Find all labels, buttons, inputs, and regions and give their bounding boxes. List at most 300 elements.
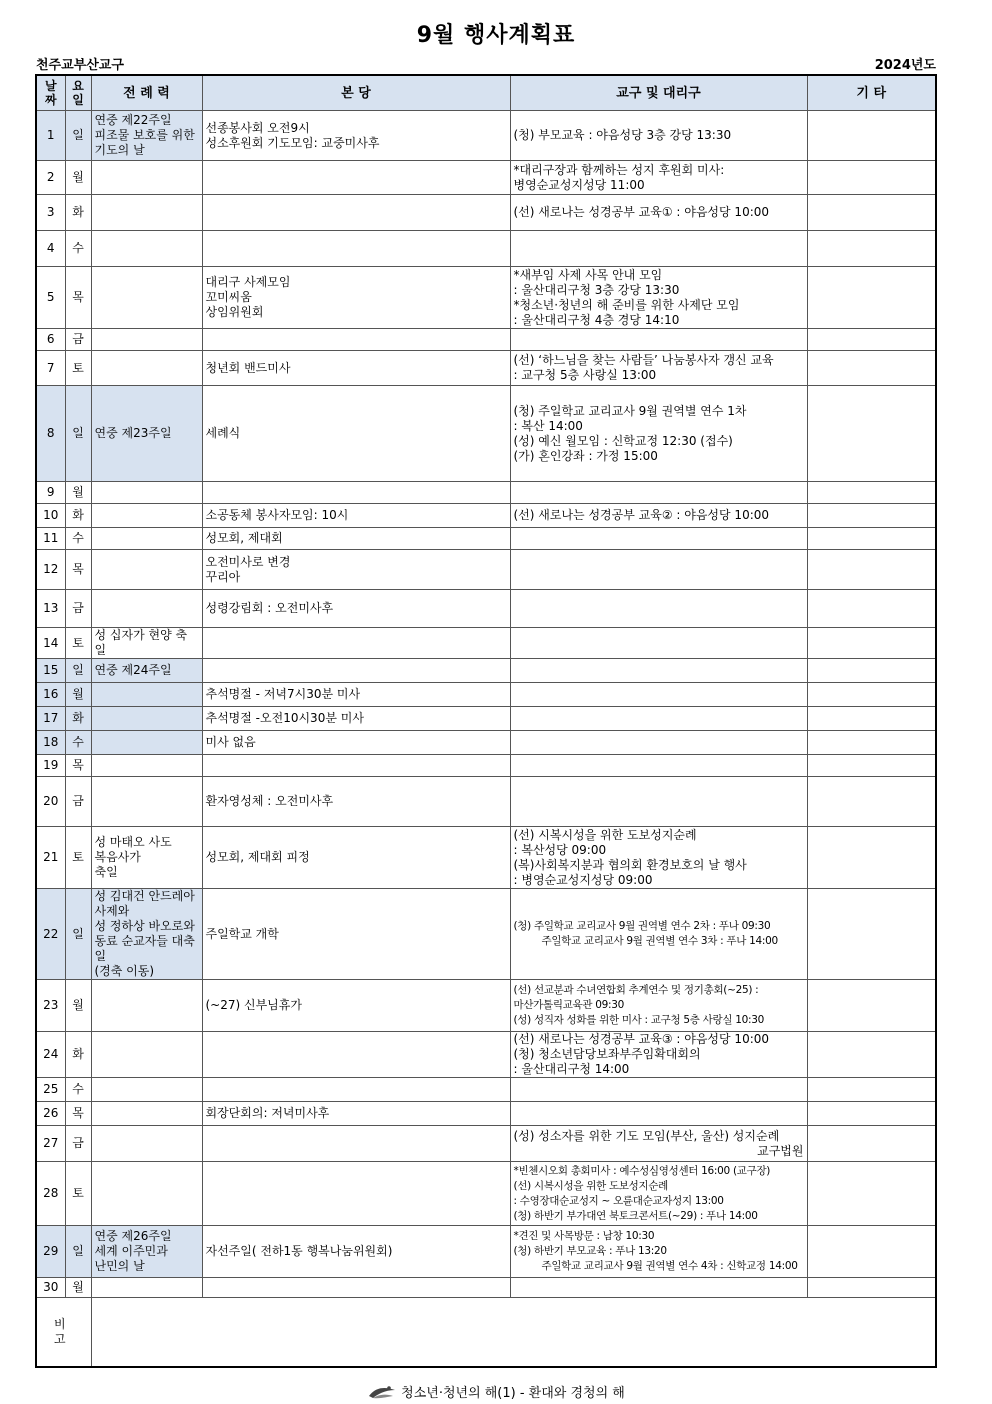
diocese-cell: [510, 590, 807, 628]
etc-cell: [807, 827, 936, 889]
diocese-cell: [510, 1102, 807, 1126]
main-line: 추석명절 -오전10시30분 미사: [205, 711, 364, 725]
dio-line: 주일학교 교리교사 9월 권역별 연수 4차 : 신학교정 14:00: [541, 1260, 798, 1272]
cathedral-cell: [202, 980, 510, 1032]
main-line: 대리구 사제모임: [205, 275, 291, 289]
cathedral-cell: [202, 683, 510, 707]
diocese-cell: [510, 1078, 807, 1102]
schedule-row: [36, 482, 936, 504]
weekday-cell: 목: [65, 1102, 91, 1126]
etc-cell: [807, 351, 936, 386]
diocese-cell: [510, 1032, 807, 1078]
day-cell: 11: [36, 528, 65, 550]
header-row: [36, 75, 936, 111]
etc-cell: [807, 1278, 936, 1298]
weekday-cell: 화: [65, 195, 91, 231]
etc-cell: [807, 386, 936, 482]
etc-cell: [807, 195, 936, 231]
lit-line: 연중 제22주일: [94, 113, 172, 127]
diocese-cell: [510, 659, 807, 683]
dio-line: (청) 하반기 부가대연 북토크콘서트(~29) : 푸나 14:00: [513, 1209, 758, 1222]
diocese-cell: [510, 1278, 807, 1298]
liturgy-cell: [91, 195, 202, 231]
diocese-cell: [510, 386, 807, 482]
day-cell: 22: [36, 889, 65, 980]
lit-line: 성 정하상 바오로와: [94, 919, 195, 933]
day-cell: 6: [36, 329, 65, 351]
cathedral-cell: [202, 161, 510, 195]
main-line: 회장단회의: 저녁미사후: [205, 1106, 330, 1120]
weekday-cell: 월: [65, 161, 91, 195]
liturgy-cell: [91, 889, 202, 980]
liturgy-cell: [91, 659, 202, 683]
dio-line: : 울산대리구청 4층 경당 14:10: [513, 312, 680, 327]
main-line: 상임위원회: [205, 305, 264, 319]
dio-line: (선) 선교분과 수녀연합회 추계연수 및 정기총회(~25) :: [513, 984, 759, 996]
day-cell: 8: [36, 386, 65, 482]
weekday-cell: 일: [65, 1226, 91, 1278]
lit-line: (경축 이동): [94, 964, 155, 978]
liturgy-cell: [91, 1126, 202, 1162]
schedule-row: [36, 590, 936, 628]
cathedral-cell: [202, 628, 510, 659]
dio-line: : 병영순교성지성당 09:00: [513, 872, 653, 887]
lit-line: 연중 제26주일: [94, 1229, 172, 1243]
liturgy-cell: [91, 1162, 202, 1226]
liturgy-cell: [91, 504, 202, 528]
etc-cell: [807, 1226, 936, 1278]
liturgy-cell: [91, 231, 202, 267]
schedule-row: [36, 231, 936, 267]
day-cell: 26: [36, 1102, 65, 1126]
weekday-cell: 목: [65, 755, 91, 777]
schedule-row: [36, 267, 936, 329]
organization-name: 천주교부산교구: [36, 58, 124, 73]
etc-cell: [807, 161, 936, 195]
diocese-cell: [510, 707, 807, 731]
cathedral-cell: [202, 1102, 510, 1126]
dio-line: : 울산대리구청 14:00: [513, 1062, 630, 1076]
main-line: 미사 없음: [205, 735, 256, 749]
cathedral-cell: [202, 777, 510, 827]
liturgy-cell: [91, 755, 202, 777]
liturgy-cell: [91, 329, 202, 351]
day-cell: 5: [36, 267, 65, 329]
weekday-cell: 일: [65, 659, 91, 683]
day-cell: 9: [36, 482, 65, 504]
dio-line: (성) 예신 월모임 : 신학교정 12:30 (접수): [513, 433, 733, 448]
liturgy-cell: [91, 777, 202, 827]
diocese-cell: [510, 683, 807, 707]
weekday-cell: 토: [65, 628, 91, 659]
liturgy-cell: [91, 267, 202, 329]
day-cell: 17: [36, 707, 65, 731]
schedule-row: [36, 550, 936, 590]
dio-line: (청) 부모교육 : 야음성당 3층 강당 13:30: [513, 128, 732, 142]
day-cell: 10: [36, 504, 65, 528]
liturgy-cell: [91, 482, 202, 504]
schedule-row: [36, 195, 936, 231]
weekday-cell: 화: [65, 707, 91, 731]
etc-cell: [807, 889, 936, 980]
cathedral-cell: [202, 659, 510, 683]
cathedral-cell: [202, 351, 510, 386]
diocese-cell: [510, 504, 807, 528]
liturgy-cell: [91, 161, 202, 195]
cathedral-cell: [202, 755, 510, 777]
day-cell: 16: [36, 683, 65, 707]
schedule-row: [36, 777, 936, 827]
main-line: 성모회, 제대회: [205, 531, 283, 545]
day-cell: 25: [36, 1078, 65, 1102]
weekday-cell: 목: [65, 267, 91, 329]
weekday-cell: 화: [65, 504, 91, 528]
day-cell: 7: [36, 351, 65, 386]
weekday-cell: 금: [65, 777, 91, 827]
lit-line: 기도의 날: [94, 143, 145, 157]
dio-line: (청) 주일학교 교리교사 9월 권역별 연수 1차: [513, 403, 747, 418]
weekday-cell: 월: [65, 482, 91, 504]
dio-line: (성) 성직자 성화를 위한 미사 : 교구청 5층 사랑실 10:30: [513, 1014, 764, 1026]
year-label: 2024년도: [874, 58, 936, 73]
dio-line: (선) 시복시성을 위한 도보성지순례: [513, 1179, 669, 1192]
header-day: 날 짜: [36, 75, 65, 111]
lit-line: 연중 제24주일: [94, 663, 172, 677]
schedule-row: [36, 329, 936, 351]
dio-line: *대리구장과 함께하는 성지 후원회 미사:: [513, 162, 725, 177]
schedule-row: [36, 707, 936, 731]
schedule-row: [36, 889, 936, 980]
diocese-cell: [510, 1126, 807, 1162]
main-line: 성소후원회 기도모임: 교중미사후: [205, 135, 380, 150]
cathedral-cell: [202, 329, 510, 351]
dio-line: (선) ‘하느님을 찾는 사람들’ 나눔봉사자 갱신 교육: [513, 353, 774, 367]
cathedral-cell: [202, 590, 510, 628]
liturgy-cell: [91, 683, 202, 707]
etc-cell: [807, 707, 936, 731]
liturgy-cell: [91, 707, 202, 731]
footer-text: 청소년·청년의 해(1) - 환대와 경청의 해: [401, 1386, 625, 1401]
main-line: 환자영성체 : 오전미사후: [205, 794, 334, 808]
main-line: 소공동체 봉사자모임: 10시: [205, 508, 349, 522]
day-cell: 21: [36, 827, 65, 889]
weekday-cell: 일: [65, 111, 91, 161]
diocese-cell: [510, 755, 807, 777]
dio-line: (선) 새로나는 성경공부 교육③ : 야음성당 10:00: [513, 1032, 770, 1046]
liturgy-cell: [91, 827, 202, 889]
cathedral-cell: [202, 1078, 510, 1102]
schedule-row: [36, 161, 936, 195]
schedule-row: [36, 528, 936, 550]
etc-cell: [807, 628, 936, 659]
weekday-cell: 토: [65, 827, 91, 889]
cathedral-cell: [202, 504, 510, 528]
schedule-row: [36, 1162, 936, 1226]
dio-line: 주일학교 교리교사 9월 권역별 연수 3차 : 푸나 14:00: [541, 935, 778, 947]
schedule-row: [36, 659, 936, 683]
main-line: 주일학교 개학: [205, 926, 279, 941]
etc-cell: [807, 1078, 936, 1102]
cathedral-cell: [202, 386, 510, 482]
etc-cell: [807, 1032, 936, 1078]
weekday-cell: 토: [65, 351, 91, 386]
schedule-row: [36, 827, 936, 889]
schedule-table: [35, 74, 937, 1368]
lit-line: 피조물 보호를 위한: [94, 128, 195, 142]
dio-line: (가) 혼인강좌 : 가정 15:00: [513, 448, 658, 463]
day-cell: 30: [36, 1278, 65, 1298]
schedule-row: [36, 1102, 936, 1126]
weekday-cell: 월: [65, 683, 91, 707]
day-cell: 29: [36, 1226, 65, 1278]
etc-cell: [807, 731, 936, 755]
dio-line: *견진 및 사목방문 : 남창 10:30: [513, 1230, 655, 1242]
dio-line: : 울산대리구청 3층 강당 13:30: [513, 282, 680, 297]
etc-cell: [807, 111, 936, 161]
cathedral-cell: [202, 482, 510, 504]
main-line: 세례식: [205, 426, 241, 440]
lit-line: 성 십자가 현양 축일: [94, 628, 188, 657]
schedule-row: [36, 980, 936, 1032]
day-cell: 23: [36, 980, 65, 1032]
cathedral-cell: [202, 731, 510, 755]
dio-line: (청) 주일학교 교리교사 9월 권역별 연수 2차 : 푸나 09:30: [513, 920, 771, 932]
dio-line: (선) 새로나는 성경공부 교육① : 야음성당 10:00: [513, 205, 770, 219]
schedule-row: [36, 351, 936, 386]
weekday-cell: 월: [65, 1278, 91, 1298]
liturgy-cell: [91, 590, 202, 628]
notes-label: 비 고: [36, 1298, 91, 1368]
day-cell: 18: [36, 731, 65, 755]
dio-line: : 교구청 5층 사랑실 13:00: [513, 368, 657, 382]
liturgy-cell: [91, 528, 202, 550]
etc-cell: [807, 590, 936, 628]
day-cell: 2: [36, 161, 65, 195]
cathedral-cell: [202, 1032, 510, 1078]
header-cathedral: 본 당: [202, 75, 510, 111]
cathedral-cell: [202, 707, 510, 731]
etc-cell: [807, 980, 936, 1032]
main-line: 꼬미씨움: [205, 290, 252, 304]
liturgy-cell: [91, 111, 202, 161]
lit-line: 동료 순교자들 대축일: [94, 934, 195, 963]
schedule-row: [36, 628, 936, 659]
cathedral-cell: [202, 267, 510, 329]
etc-cell: [807, 482, 936, 504]
schedule-row: [36, 1126, 936, 1162]
footer: [0, 1382, 992, 1404]
day-cell: 19: [36, 755, 65, 777]
cathedral-cell: [202, 1162, 510, 1226]
etc-cell: [807, 777, 936, 827]
cathedral-cell: [202, 195, 510, 231]
etc-cell: [807, 267, 936, 329]
diocese-cell: [510, 195, 807, 231]
cathedral-cell: [202, 1278, 510, 1298]
dio-line: *새부임 사제 사목 안내 모임: [513, 267, 663, 282]
diocese-cell: [510, 161, 807, 195]
dio-line: 마산가톨릭교육관 09:30: [513, 999, 625, 1011]
weekday-cell: 월: [65, 980, 91, 1032]
weekday-cell: 금: [65, 1126, 91, 1162]
lit-line: 복음사가: [94, 850, 141, 864]
day-cell: 20: [36, 777, 65, 827]
etc-cell: [807, 1162, 936, 1226]
header-liturgy: 전 례 력: [91, 75, 202, 111]
weekday-cell: 일: [65, 889, 91, 980]
lit-line: 사제와: [94, 904, 130, 918]
dio-line: 병영순교성지성당 11:00: [513, 177, 645, 192]
weekday-cell: 수: [65, 1078, 91, 1102]
etc-cell: [807, 504, 936, 528]
day-cell: 14: [36, 628, 65, 659]
diocese-cell: [510, 1162, 807, 1226]
diocese-cell: [510, 267, 807, 329]
lit-line: 세계 이주민과: [94, 1244, 168, 1258]
day-cell: 24: [36, 1032, 65, 1078]
schedule-row: [36, 504, 936, 528]
schedule-row: [36, 1226, 936, 1278]
day-cell: 1: [36, 111, 65, 161]
weekday-cell: 수: [65, 731, 91, 755]
dio-line: (청) 하반기 부모교육 : 푸나 13:20: [513, 1245, 667, 1257]
liturgy-cell: [91, 550, 202, 590]
diocese-cell: [510, 827, 807, 889]
notes-row: [36, 1298, 936, 1368]
weekday-cell: 일: [65, 386, 91, 482]
day-cell: 13: [36, 590, 65, 628]
lit-line: 연중 제23주일: [94, 426, 172, 440]
schedule-row: [36, 1278, 936, 1298]
etc-cell: [807, 231, 936, 267]
dio-line: : 수영장대순교성지 ~ 오륜대순교자성지 13:00: [513, 1194, 724, 1207]
liturgy-cell: [91, 628, 202, 659]
main-line: 성모회, 제대회 피정: [205, 850, 310, 864]
diocese-cell: [510, 528, 807, 550]
etc-cell: [807, 755, 936, 777]
header-diocese: 교구 및 대리구: [510, 75, 807, 111]
diocese-cell: [510, 731, 807, 755]
diocese-cell: [510, 777, 807, 827]
diocese-cell: [510, 351, 807, 386]
diocese-cell: [510, 231, 807, 267]
weekday-cell: 수: [65, 528, 91, 550]
dio-line: *청소년·청년의 해 준비를 위한 사제단 모임: [513, 297, 740, 312]
main-line: 청년회 밴드미사: [205, 360, 291, 375]
liturgy-cell: [91, 1226, 202, 1278]
liturgy-cell: [91, 1278, 202, 1298]
weekday-cell: 수: [65, 231, 91, 267]
weekday-cell: 토: [65, 1162, 91, 1226]
cathedral-cell: [202, 111, 510, 161]
lit-line: 성 마태오 사도: [94, 835, 172, 849]
liturgy-cell: [91, 351, 202, 386]
liturgy-cell: [91, 1102, 202, 1126]
day-cell: 15: [36, 659, 65, 683]
dio-line: (선) 새로나는 성경공부 교육② : 야음성당 10:00: [513, 508, 770, 522]
day-cell: 28: [36, 1162, 65, 1226]
liturgy-cell: [91, 980, 202, 1032]
liturgy-cell: [91, 1078, 202, 1102]
weekday-cell: 금: [65, 329, 91, 351]
page-title: 9월 행사계획표: [416, 23, 576, 48]
diocese-cell: [510, 1226, 807, 1278]
diocese-cell: [510, 889, 807, 980]
liturgy-cell: [91, 731, 202, 755]
schedule-row: [36, 111, 936, 161]
dio-line: 교구법원: [757, 1143, 804, 1158]
diocese-cell: [510, 111, 807, 161]
dio-line: (청) 청소년담당보좌부주임확대회의: [513, 1047, 701, 1061]
day-cell: 4: [36, 231, 65, 267]
dio-line: (성) 성소자를 위한 기도 모임(부산, 울산) 성지순례: [513, 1128, 780, 1143]
lit-line: 난민의 날: [94, 1259, 145, 1273]
cathedral-cell: [202, 550, 510, 590]
dio-line: (복)사회복지분과 협의회 환경보호의 날 행사: [513, 857, 747, 872]
dio-line: *빈첸시오회 총회미사 : 예수성심영성센터 16:00 (교구장): [513, 1164, 771, 1177]
etc-cell: [807, 1126, 936, 1162]
schedule-row: [36, 683, 936, 707]
etc-cell: [807, 683, 936, 707]
lit-line: 축일: [94, 865, 118, 879]
dio-line: (선) 시복시성을 위한 도보성지순례: [513, 827, 697, 842]
etc-cell: [807, 1102, 936, 1126]
schedule-row: [36, 731, 936, 755]
cathedral-cell: [202, 889, 510, 980]
day-cell: 12: [36, 550, 65, 590]
cathedral-cell: [202, 231, 510, 267]
lit-line: 성 김대건 안드레아: [94, 889, 195, 903]
dio-line: : 복산 14:00: [513, 418, 583, 433]
main-line: 선종봉사회 오전9시: [205, 120, 310, 135]
day-cell: 27: [36, 1126, 65, 1162]
header-etc: 기 타: [807, 75, 936, 111]
schedule-row: [36, 1078, 936, 1102]
notes-cell: [91, 1298, 936, 1368]
main-line: 추석명절 - 저녁7시30분 미사: [205, 687, 361, 701]
day-cell: 3: [36, 195, 65, 231]
main-line: 자선주일( 전하1동 행복나눔위원회): [205, 1244, 393, 1258]
schedule-row: [36, 1032, 936, 1078]
main-line: 꾸리아: [205, 569, 241, 584]
diocese-cell: [510, 482, 807, 504]
cathedral-cell: [202, 528, 510, 550]
diocese-cell: [510, 329, 807, 351]
etc-cell: [807, 550, 936, 590]
weekday-cell: 금: [65, 590, 91, 628]
etc-cell: [807, 528, 936, 550]
main-line: 성령강림회 : 오전미사후: [205, 601, 334, 615]
weekday-cell: 화: [65, 1032, 91, 1078]
diocese-cell: [510, 550, 807, 590]
schedule-row: [36, 755, 936, 777]
diocese-cell: [510, 628, 807, 659]
cathedral-cell: [202, 1126, 510, 1162]
dio-line: : 복산성당 09:00: [513, 842, 607, 857]
etc-cell: [807, 329, 936, 351]
schedule-row: [36, 386, 936, 482]
weekday-cell: 목: [65, 550, 91, 590]
liturgy-cell: [91, 386, 202, 482]
main-line: (~27) 신부님휴가: [205, 998, 302, 1012]
cathedral-cell: [202, 827, 510, 889]
jubilee-logo-icon: [367, 1384, 397, 1404]
etc-cell: [807, 659, 936, 683]
cathedral-cell: [202, 1226, 510, 1278]
liturgy-cell: [91, 1032, 202, 1078]
diocese-cell: [510, 980, 807, 1032]
header-weekday: 요 일: [65, 75, 91, 111]
